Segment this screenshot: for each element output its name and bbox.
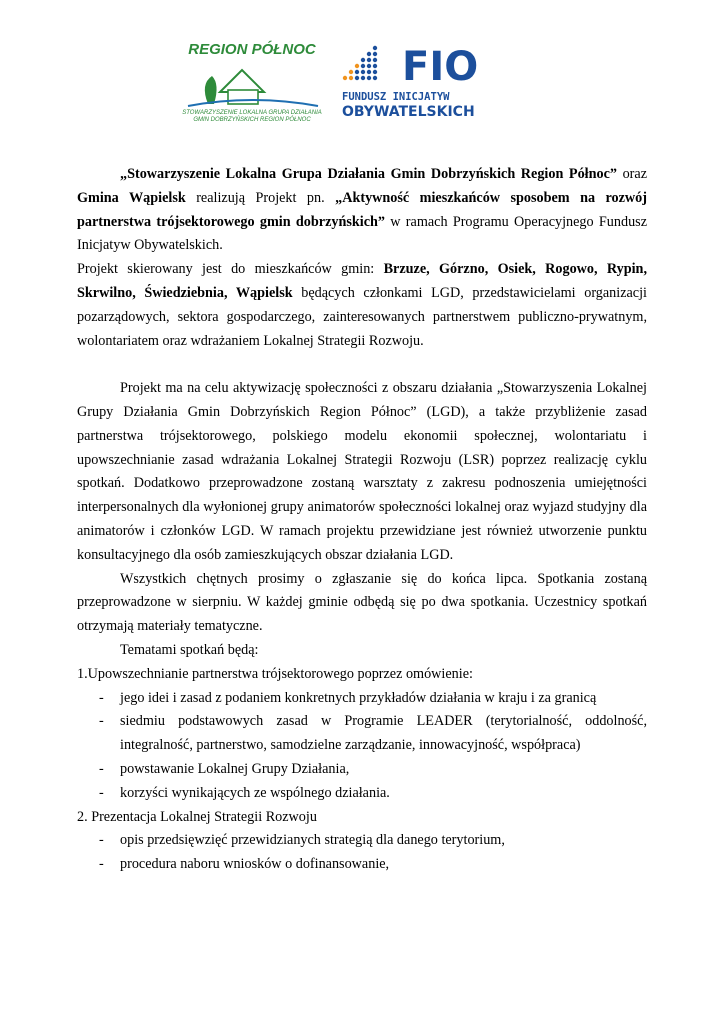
house-body xyxy=(228,90,258,104)
project-name: „Aktywność mieszkańców sposobem na rozwój partnerstwa trójsektorowego gmin dobrzyńskich” xyxy=(77,189,647,230)
association-name: „Stowarzyszenie Lokalna Grupa Działania Gmin Dobrzyńskich Region Północ” xyxy=(120,166,617,182)
section-2-heading: 2. Prezentacja Lokalnej Strategii Rozwoju xyxy=(77,808,317,825)
list-dash: - xyxy=(99,856,104,873)
fio-dots-icon xyxy=(343,46,377,80)
intro-text-1: oraz xyxy=(617,166,647,182)
paragraph-signup: Wszystkich chętnych prosimy o zgłaszanie się do końca lipca. Spotkania zostaną przeprowadzone w sierpniu. W każdej gminie odbędą się po dwa spotkania. Uczestnicy spotkań otrzymają materiały tematyczne. xyxy=(77,570,647,635)
list-dash: - xyxy=(99,832,104,849)
fio-line-2: OBYWATELSKICH xyxy=(342,104,475,120)
list-item xyxy=(77,687,647,711)
list-dash: - xyxy=(99,760,104,777)
house-icon xyxy=(220,70,264,92)
list-item-text: siedmiu podstawowych zasad w Programie LEADER (terytorialność, oddolność, integralność, partnerstwo, samodzielne zarządzanie, innowacyjność, współpraca) xyxy=(120,713,647,754)
fio-title: FIO xyxy=(402,44,479,90)
region-caption-1: STOWARZYSZENIE LOKALNA GRUPA DZIAŁANIA xyxy=(182,110,322,116)
section-1-heading: 1.Upowszechnianie partnerstwa trójsektorowego poprzez omówienie: xyxy=(77,665,473,682)
list-item-text: korzyści wynikających ze wspólnego działania. xyxy=(120,784,390,801)
list-item xyxy=(77,853,647,877)
audience-text-2: będących członkami LGD, przedstawicielami organizacji pozarządowych, sektora gospodarczego, zainteresowanych partnerstwem publiczno-prywatnym, wolontariatem oraz wdrażaniem Lokalnej Strategii Rozwoju. xyxy=(77,284,647,349)
list-dash: - xyxy=(99,713,104,730)
list-item xyxy=(77,829,647,853)
municipality-list: Brzuze, Górzno, Osiek, Rogowo, Rypin, Skrwilno, Świedziebnia, Wąpielsk xyxy=(77,261,647,301)
list-item-text: opis przedsięwzięć przewidzianych strategią dla danego terytorium, xyxy=(120,832,505,849)
list-item-text: procedura naboru wniosków o dofinansowanie, xyxy=(120,856,390,873)
list-item-text: powstawanie Lokalnej Grupy Działania, xyxy=(120,760,350,777)
paragraph-goals: Projekt ma na celu aktywizację społeczności z obszaru działania „Stowarzyszenia Lokalnej Grupy Działania Gmin Dobrzyńskich Region Północ” (LGD), a także przybliżenie zasad partnerstwa trójsektorowego, polskiego modelu ekonomii społecznej, wolontariatu i upowszechnianie zasad wdrażania Lokalnej Strategii Rozwoju (LSR) poprzez realizację cyklu spotkań. Dodatkowo przeprowadzone zostaną warsztaty z zakresu podnoszenia umiejętności interpersonalnych dla wyłonionej grupy animatorów społeczności lokalnej oraz wyjazd studyjny dla animatorów i członków LGD. W ramach projektu przewidziane jest również utworzenie punktu konsultacyjnego dla osób zamieszkujących obszar działania LGD. xyxy=(77,380,647,563)
audience-text-1: Projekt skierowany jest do mieszkańców gmin: xyxy=(77,261,384,278)
paragraph-gap xyxy=(77,353,647,377)
fio-line-1: FUNDUSZ INICJATYW xyxy=(342,91,450,103)
list-item xyxy=(77,782,647,806)
region-caption-2: GMIN DOBRZYŃSKICH REGION PÓŁNOC xyxy=(193,117,311,122)
list-dash: - xyxy=(99,784,104,801)
tree-icon xyxy=(205,76,217,104)
list-item-text: jego idei i zasad z podaniem konkretnych przykładów działania w kraju i za granicą xyxy=(120,689,597,706)
logo-header xyxy=(0,30,724,125)
fio-logo xyxy=(340,40,515,120)
municipality-name: Gmina Wąpielsk xyxy=(77,189,186,206)
paragraph-audience xyxy=(77,258,647,353)
region-polnoc-logo xyxy=(180,34,325,122)
document-body xyxy=(77,163,647,877)
intro-text-3: w ramach Programu Operacyjnego Fundusz Inicjatyw Obywatelskich. xyxy=(77,213,647,254)
paragraph-intro xyxy=(77,163,647,258)
intro-text-2: realizują Projekt pn. xyxy=(185,189,336,206)
paragraph-topics-intro: Tematami spotkań będą: xyxy=(120,641,259,658)
list-dash: - xyxy=(99,689,104,706)
list-item xyxy=(77,758,647,782)
region-logo-text: REGION PÓŁNOC xyxy=(188,41,316,58)
list-item xyxy=(77,710,647,758)
